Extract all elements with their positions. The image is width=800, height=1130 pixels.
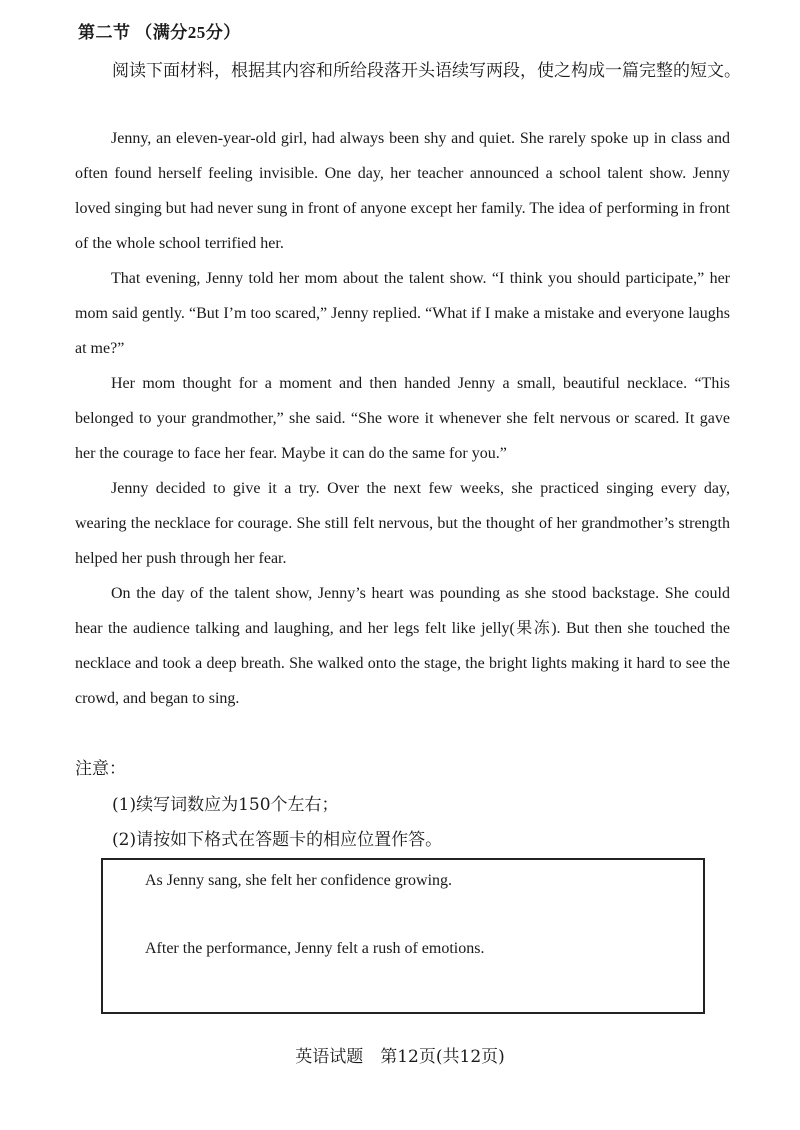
notes-title: 注意： (75, 759, 126, 779)
reading-passage (75, 121, 730, 716)
passage-paragraph-2: That evening, Jenny told her mom about the talent show. “I think you should participate,” her mom said gently. “But I’m too scared,” Jenny replied. “What if I make a mistake and everyone laughs at me?” (75, 270, 730, 357)
passage-paragraph-4: Jenny decided to give it a try. Over the next few weeks, she practiced singing every day, wearing the necklace for courage. She still felt nervous, but the thought of her grandmother’s strength helped her push through her fear. (75, 480, 730, 567)
section-title: 第二节 （满分25分） (78, 23, 241, 42)
passage-paragraph-1: Jenny, an eleven-year-old girl, had always been shy and quiet. She rarely spoke up in class and often found herself feeling invisible. One day, her teacher announced a school talent show. Jenny loved singing but had never sung in front of anyone except her family. The idea of performing in front of the whole school terrified her. (75, 130, 730, 252)
answer-format-box (101, 858, 705, 1014)
continuation-prompt-2: After the performance, Jenny felt a rush of emotions. (145, 940, 485, 957)
page-footer: 英语试题 第12页(共12页) (295, 1047, 505, 1067)
passage-paragraph-3: Her mom thought for a moment and then handed Jenny a small, beautiful necklace. “This belonged to your grandmother,” she said. “She wore it whenever she felt nervous or scared. It gave her the courage to face her fear. Maybe it can do the same for you.” (75, 375, 730, 462)
passage-paragraph-5: On the day of the talent show, Jenny’s heart was pounding as she stood backstage. She could hear the audience talking and laughing, and her legs felt like jelly(果冻). But then she touched the necklace and took a deep breath. She walked onto the stage, the bright lights making it hard to see the crowd, and began to sing. (75, 585, 730, 707)
continuation-prompt-1: As Jenny sang, she felt her confidence growing. (145, 872, 453, 889)
note-item-format: (2)请按如下格式在答题卡的相应位置作答。 (112, 830, 443, 850)
note-item-word-count: (1)续写词数应为150个左右； (112, 795, 339, 815)
section-instruction: 阅读下面材料，根据其内容和所给段落开头语续写两段，使之构成一篇完整的短文。 (112, 61, 741, 81)
